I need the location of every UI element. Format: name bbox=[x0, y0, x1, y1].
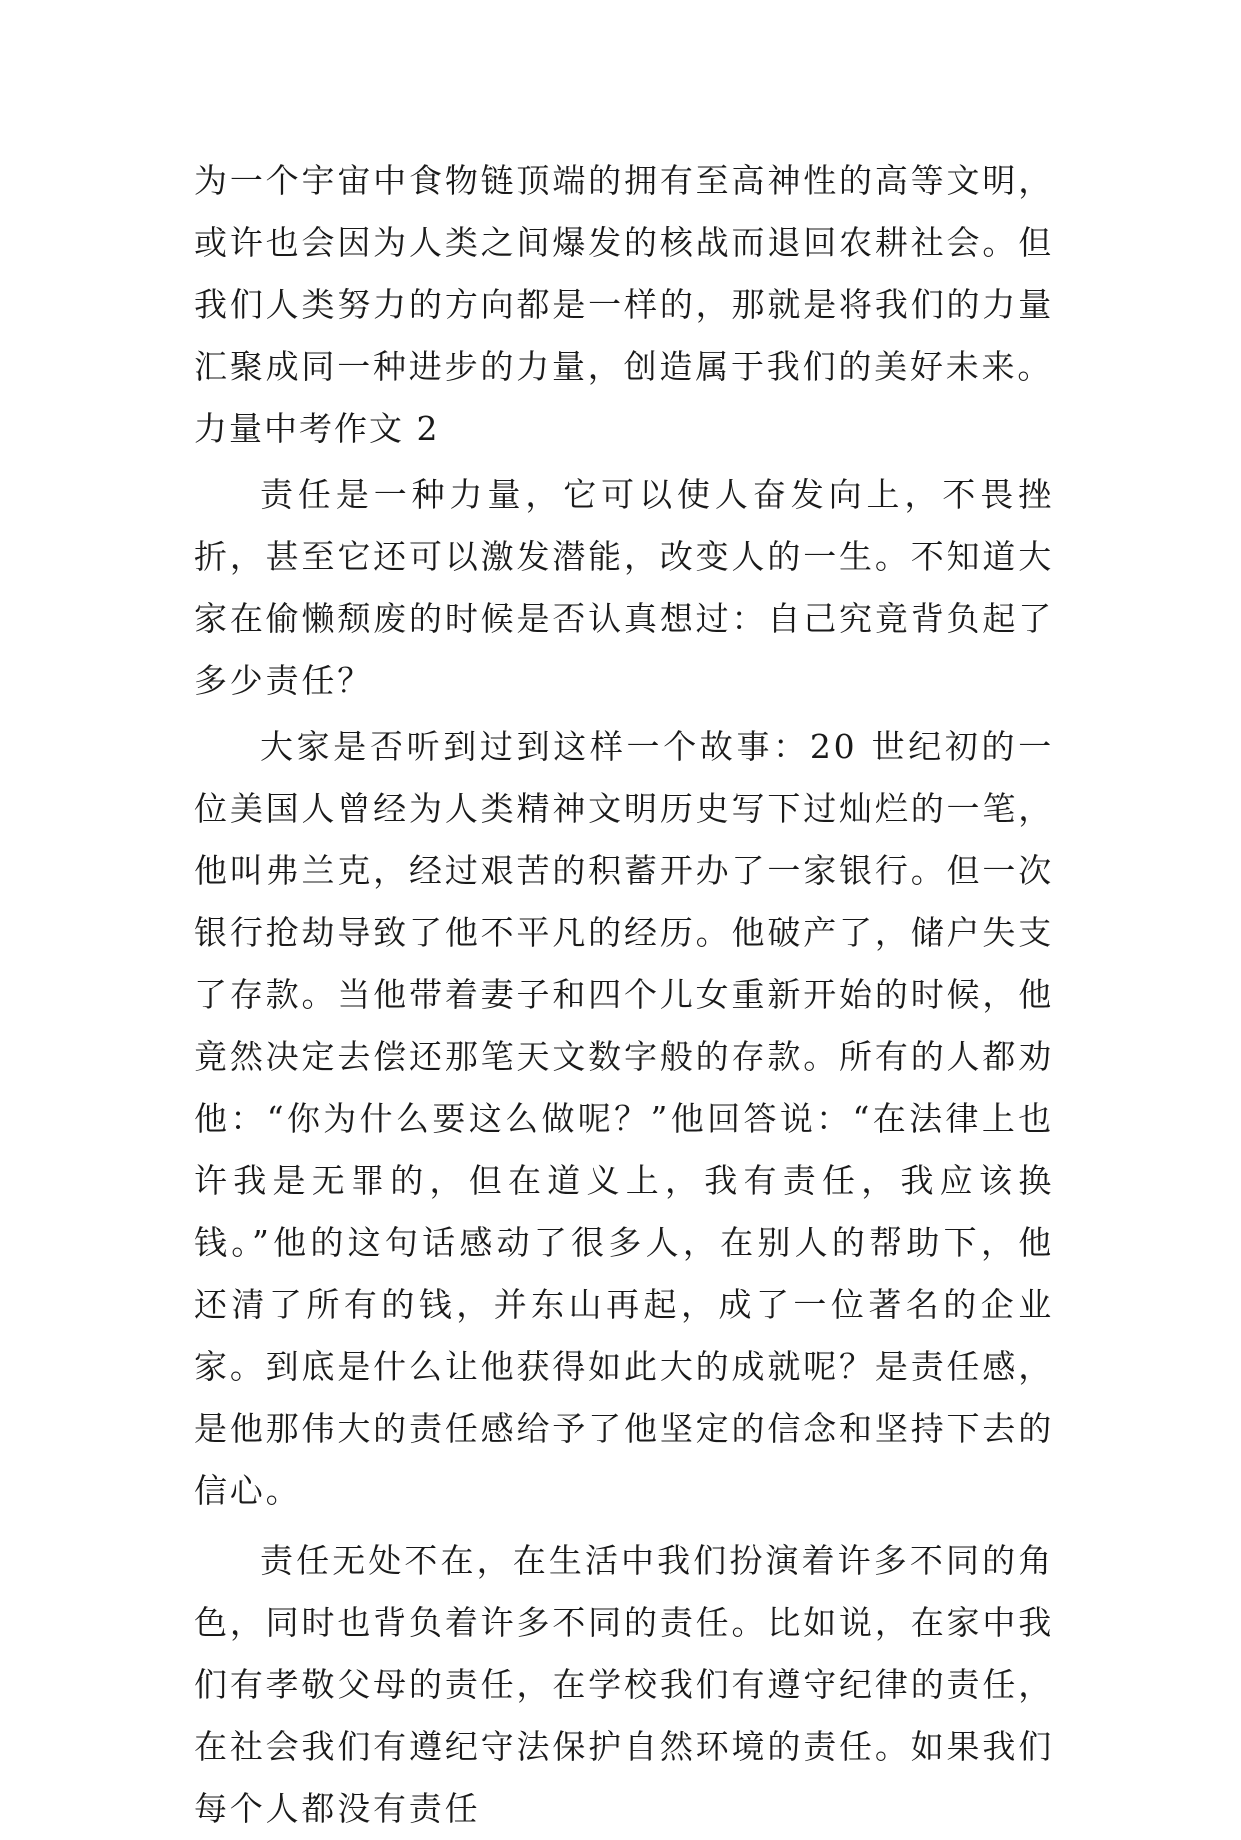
paragraph-1: 责任是一种力量，它可以使人奋发向上，不畏挫折，甚至它还可以激发潜能，改变人的一生。不知道大家在偷懒颓废的时候是否认真想过：自己究竟背负起了多少责任？ bbox=[194, 475, 1054, 700]
document-body bbox=[194, 150, 1054, 1840]
paragraph-2: 大家是否听到过到这样一个故事：20 世纪初的一位美国人曾经为人类精神文明历史写下过灿烂的一笔，他叫弗兰克，经过艰苦的积蓄开办了一家银行。但一次银行抢劫导致了他不平凡的经历。他破产了，储户失支了存款。当他带着妻子和四个儿女重新开始的时候，他竟然决定去偿还那笔天文数字般的存款。所有的人都劝他：“你为什么要这么做呢？”他回答说：“在法律上也许我是无罪的，但在道义上，我有责任，我应该换钱。”他的这句话感动了很多人，在别人的帮助下，他还清了所有的钱，并东山再起，成了一位著名的企业家。到底是什么让他获得如此大的成就呢？是责任感，是他那伟大的责任感给予了他坚定的信念和坚持下去的信心。 bbox=[194, 727, 1054, 1510]
paragraph-3: 责任无处不在，在生活中我们扮演着许多不同的角色，同时也背负着许多不同的责任。比如说，在家中我们有孝敬父母的责任，在学校我们有遵守纪律的责任，在社会我们有遵纪守法保护自然环境的责任。如果我们每个人都没有责任 bbox=[194, 1541, 1054, 1828]
opening-paragraph: 为一个宇宙中食物链顶端的拥有至高神性的高等文明，或许也会因为人类之间爆发的核战而退回农耕社会。但我们人类努力的方向都是一样的，那就是将我们的力量汇聚成同一种进步的力量，创造属于我们的美好未来。 bbox=[194, 161, 1054, 386]
essay-title: 力量中考作文 2 bbox=[194, 409, 440, 448]
